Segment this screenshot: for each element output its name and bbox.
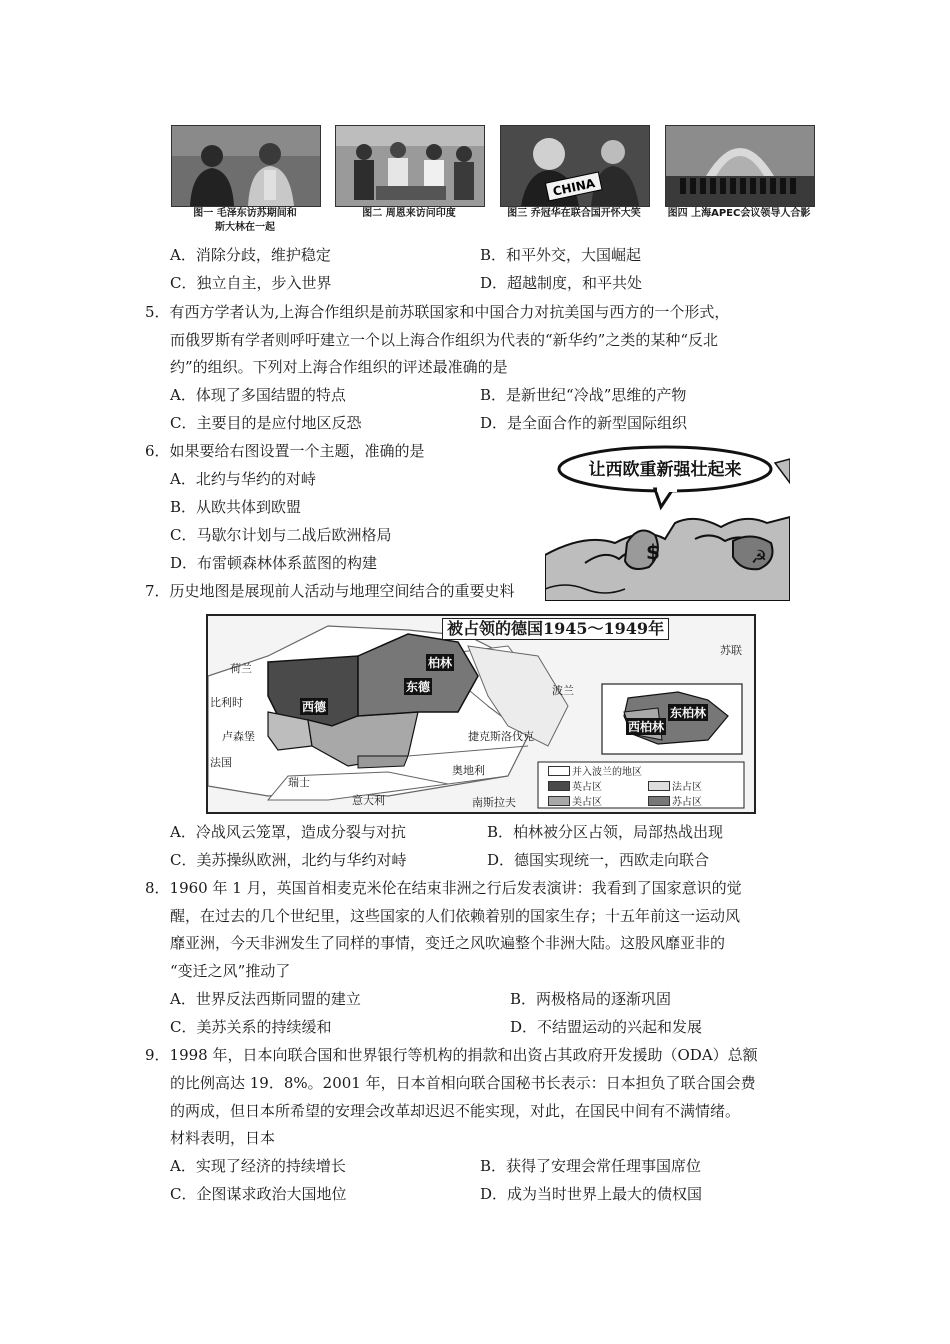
legend-british: 英占区 — [572, 782, 602, 793]
caption-photo-1: 图一 毛泽东访苏期间和 斯大林在一起 — [193, 208, 297, 233]
q8-stem-line-1: 8．1960 年 1 月，英国首相麦克米伦在结束非洲之行后发表演讲：我看到了国家意识的觉 — [145, 879, 742, 897]
q8-option-b[interactable]: B．两极格局的逐渐巩固 — [510, 990, 672, 1008]
q6-stem: 6．如果要给右图设置一个主题，准确的是 — [145, 442, 425, 460]
q5-option-b[interactable]: B．是新世纪“冷战”思维的产物 — [480, 386, 687, 404]
q8-option-c[interactable]: C．美苏关系的持续缓和 — [170, 1018, 332, 1036]
q7-option-c[interactable]: C．美苏操纵欧洲，北约与华约对峙 — [170, 851, 407, 869]
q6-option-a[interactable]: A．北约与华约的对峙 — [170, 470, 316, 488]
q7-option-a[interactable]: A．冷战风云笼罩，造成分裂与对抗 — [170, 823, 406, 841]
photo-zhou-india — [335, 125, 485, 207]
q8-option-a[interactable]: A．世界反法西斯同盟的建立 — [170, 990, 361, 1008]
hammer-sickle-icon: ☭ — [750, 547, 768, 568]
label-luxembourg: 卢森堡 — [222, 730, 255, 743]
q5-option-c[interactable]: C．主要目的是应付地区反恐 — [170, 414, 362, 432]
dollar-sign-icon: $ — [646, 540, 660, 564]
label-austria: 奥地利 — [452, 764, 485, 777]
photo-apec — [665, 125, 815, 207]
label-netherlands: 荷兰 — [230, 662, 252, 675]
cartoon-speech-text: 让西欧重新强壮起来 — [588, 460, 742, 480]
legend-french: 法占区 — [672, 782, 702, 793]
occupied-germany-map — [206, 614, 756, 814]
legend-american: 美占区 — [572, 797, 602, 808]
label-czechoslovakia: 捷克斯洛伐克 — [468, 730, 534, 743]
label-berlin: 柏林 — [428, 656, 453, 670]
q9-stem-line-1: 9．1998 年，日本向联合国和世界银行等机构的捐款和出资占其政府开发援助（ODA）总额 — [145, 1046, 758, 1064]
q8-option-d[interactable]: D．不结盟运动的兴起和发展 — [510, 1018, 703, 1036]
legend-swatch-american — [548, 796, 570, 806]
label-belgium: 比利时 — [210, 696, 243, 709]
caption-photo-2: 图二 周恩来访问印度 — [362, 208, 456, 219]
q5-stem-line-1: 5．有西方学者认为,上海合作组织是前苏联国家和中国合力对抗美国与西方的一个形式， — [145, 303, 730, 321]
legend-swatch-french — [648, 781, 670, 791]
caption-photo-4: 图四 上海APEC会议领导人合影 — [667, 208, 811, 219]
q6-option-b[interactable]: B．从欧共体到欧盟 — [170, 498, 302, 516]
q9-stem-line-3: 的两成，但日本所希望的安理会改革却迟迟不能实现，对此，在国民中间有不满情绪。 — [170, 1102, 741, 1120]
q9-stem-line-2: 的比例高达 19．8%。2001 年，日本首相向联合国秘书长表示：日本担负了联合国会费 — [170, 1074, 756, 1092]
q6-option-d[interactable]: D．布雷顿森林体系蓝图的构建 — [170, 554, 378, 572]
q5-option-d[interactable]: D．是全面合作的新型国际组织 — [480, 414, 688, 432]
q5-stem-line-3: 约”的组织。下列对上海合作组织的评述最准确的是 — [170, 358, 508, 376]
legend-swatch-poland — [548, 766, 570, 776]
china-sign-text: CHINA — [551, 176, 597, 199]
q8-stem-line-2: 醒，在过去的几个世纪里，这些国家的人们依赖着别的国家生存；十五年前这一运动风 — [170, 907, 741, 925]
q4-option-d[interactable]: D．超越制度，和平共处 — [480, 274, 643, 292]
label-switzerland: 瑞士 — [288, 776, 310, 789]
q8-stem-line-3: 靡亚洲，今天非洲发生了同样的事情，变迁之风吹遍整个非洲大陆。这股风靡亚非的 — [170, 934, 726, 952]
label-france: 法国 — [210, 756, 232, 769]
marshall-plan-cartoon — [545, 443, 790, 601]
q6-option-c[interactable]: C．马歇尔计划与二战后欧洲格局 — [170, 526, 392, 544]
legend-soviet: 苏占区 — [672, 797, 702, 808]
q5-stem-line-2: 而俄罗斯有学者则呼吁建立一个以上海合作组织为代表的“新华约”之类的某种“反北 — [170, 331, 719, 349]
label-ussr: 苏联 — [720, 644, 742, 657]
q9-option-b[interactable]: B．获得了安理会常任理事国席位 — [480, 1157, 702, 1175]
q7-stem: 7．历史地图是展现前人活动与地理空间结合的重要史料 — [145, 582, 515, 600]
q9-option-a[interactable]: A．实现了经济的持续增长 — [170, 1157, 346, 1175]
q7-option-b[interactable]: B．柏林被分区占领，局部热战出现 — [487, 823, 724, 841]
map-title: 被占领的德国1945～1949年 — [442, 618, 669, 640]
label-west-germany: 西德 — [302, 700, 327, 714]
legend-poland: 并入波兰的地区 — [572, 767, 642, 778]
legend-swatch-british — [548, 781, 570, 791]
q5-option-a[interactable]: A．体现了多国结盟的特点 — [170, 386, 346, 404]
caption-photo-3: 图三 乔冠华在联合国开怀大笑 — [507, 208, 641, 219]
q4-option-b[interactable]: B．和平外交，大国崛起 — [480, 246, 642, 264]
label-poland: 波兰 — [552, 684, 574, 697]
label-east-berlin: 东柏林 — [670, 706, 707, 720]
label-west-berlin: 西柏林 — [628, 720, 665, 734]
q9-stem-line-4: 材料表明，日本 — [170, 1129, 276, 1147]
q9-option-d[interactable]: D．成为当时世界上最大的债权国 — [480, 1185, 703, 1203]
photo-qiao-un — [500, 125, 650, 207]
photo-mao-stalin — [171, 125, 321, 207]
label-yugoslavia: 南斯拉夫 — [472, 796, 516, 809]
q9-option-c[interactable]: C．企图谋求政治大国地位 — [170, 1185, 347, 1203]
label-east-germany: 东德 — [406, 680, 431, 694]
q8-stem-line-4: “变迁之风”推动了 — [170, 962, 291, 980]
q4-option-a[interactable]: A．消除分歧，维护稳定 — [170, 246, 331, 264]
q7-option-d[interactable]: D．德国实现统一，西欧走向联合 — [487, 851, 710, 869]
label-italy: 意大利 — [352, 794, 385, 807]
legend-swatch-soviet — [648, 796, 670, 806]
q4-option-c[interactable]: C．独立自主，步入世界 — [170, 274, 332, 292]
